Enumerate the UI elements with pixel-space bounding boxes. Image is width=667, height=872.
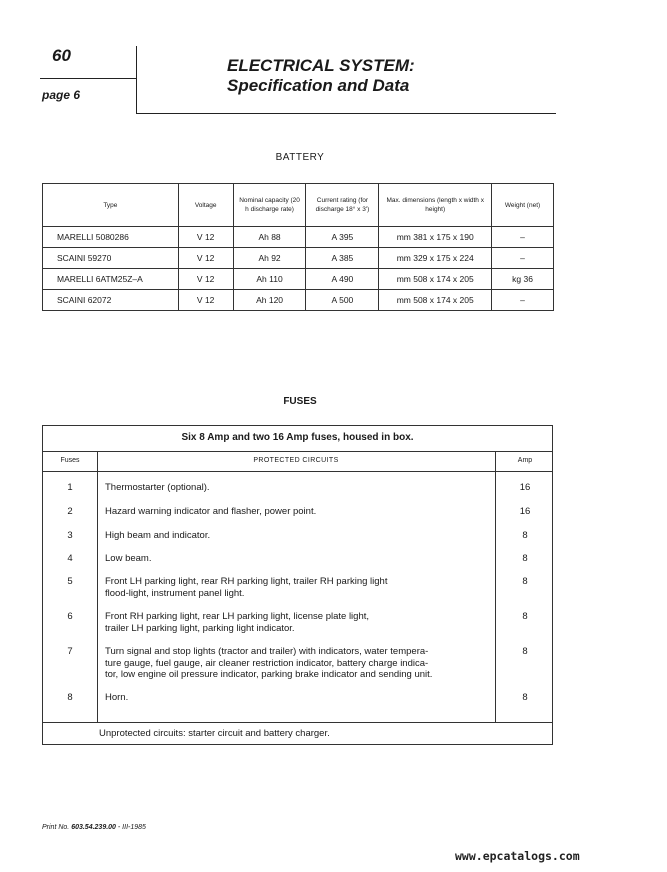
header-divider-long: [136, 113, 556, 114]
col-current: Current rating (for discharge 18° x 3'): [306, 184, 379, 227]
fuse-amp: 16: [519, 506, 531, 517]
fuse-amp: 8: [522, 611, 528, 622]
battery-type: MARELLI 6ATM25Z–A: [43, 269, 179, 290]
battery-voltage: V 12: [178, 248, 233, 269]
watermark-url: www.epcatalogs.com: [455, 849, 580, 863]
fuse-number: 1: [67, 482, 73, 493]
fuse-amp: 8: [522, 692, 528, 703]
battery-header-row: [43, 184, 554, 227]
fuse-circuit-description: [105, 692, 490, 704]
fuse-amp: 8: [522, 553, 528, 564]
battery-type: SCAINI 59270: [43, 248, 179, 269]
fuses-divider: [43, 722, 552, 723]
battery-dimensions: mm 329 x 175 x 224: [379, 248, 492, 269]
table-row: [43, 227, 554, 248]
fuse-amp: 8: [522, 576, 528, 587]
battery-dimensions: mm 508 x 174 x 205: [379, 290, 492, 311]
column-divider: [97, 452, 98, 722]
col-type: Type: [43, 184, 179, 227]
header-divider-vertical: [136, 46, 137, 114]
fuse-circuit-line: High beam and indicator.: [105, 530, 211, 541]
fuse-circuit-description: [105, 482, 490, 494]
fuse-circuit-description: [105, 553, 490, 565]
table-row: [43, 269, 554, 290]
fuse-circuit-line: Front RH parking light, rear LH parking light, license plate light,: [105, 611, 370, 622]
fuse-number: 4: [67, 553, 73, 564]
col-protected-circuits: PROTECTED CIRCUITS: [253, 457, 339, 464]
battery-type: MARELLI 5080286: [43, 227, 179, 248]
fuse-circuit-description: [105, 611, 490, 634]
fuse-circuit-description: [105, 576, 490, 599]
unprotected-circuits-note: Unprotected circuits: starter circuit and battery charger.: [99, 728, 330, 739]
page-label: page 6: [42, 88, 81, 102]
print-date: - III-1985: [117, 824, 146, 831]
col-capacity: Nominal capacity (20 h discharge rate): [233, 184, 306, 227]
battery-voltage: V 12: [178, 290, 233, 311]
battery-weight: kg 36: [492, 269, 554, 290]
battery-capacity: Ah 110: [233, 269, 306, 290]
header-divider-short: [40, 78, 136, 79]
fuse-circuit-description: [105, 506, 490, 518]
fuse-circuit-line: Turn signal and stop lights (tractor and trailer) with indicators, water tempera-: [105, 646, 429, 657]
fuse-circuit-line: flood-light, instrument panel light.: [105, 587, 245, 599]
battery-weight: –: [492, 248, 554, 269]
battery-capacity: Ah 88: [233, 227, 306, 248]
battery-capacity: Ah 120: [233, 290, 306, 311]
battery-table: [42, 183, 554, 311]
fuse-circuit-line: trailer LH parking light, parking light indicator.: [105, 622, 295, 634]
battery-voltage: V 12: [178, 269, 233, 290]
fuse-circuit-line: Thermostarter (optional).: [105, 482, 210, 493]
fuse-number: 7: [67, 646, 73, 657]
fuse-circuit-line: ture gauge, fuel gauge, air cleaner restriction indicator, battery charge indica-: [105, 657, 429, 669]
table-row: [43, 248, 554, 269]
fuses-banner: Six 8 Amp and two 16 Amp fuses, housed in box.: [43, 426, 552, 452]
print-label: Print No.: [42, 824, 70, 831]
fuse-circuit-line: tor, low engine oil pressure indicator, parking brake indicator and sending unit.: [105, 669, 433, 680]
battery-current: A 395: [306, 227, 379, 248]
fuse-number: 2: [67, 506, 73, 517]
fuse-amp: 8: [522, 530, 528, 541]
fuse-amp: 16: [519, 482, 531, 493]
print-number: [42, 824, 146, 831]
battery-capacity: Ah 92: [233, 248, 306, 269]
battery-current: A 385: [306, 248, 379, 269]
fuse-circuit-line: Hazard warning indicator and flasher, power point.: [105, 506, 317, 517]
battery-current: A 490: [306, 269, 379, 290]
page-title: ELECTRICAL SYSTEM:: [227, 56, 415, 75]
fuse-number: 3: [67, 530, 73, 541]
battery-weight: –: [492, 227, 554, 248]
battery-dimensions: mm 381 x 175 x 190: [379, 227, 492, 248]
battery-title: BATTERY: [275, 152, 325, 163]
fuse-circuit-description: [105, 646, 490, 681]
battery-dimensions: mm 508 x 174 x 205: [379, 269, 492, 290]
print-code: 603.54.239.00: [71, 824, 116, 831]
col-fuses: Fuses: [60, 457, 80, 464]
fuse-circuit-line: Low beam.: [105, 553, 152, 564]
fuse-circuit-line: Front LH parking light, rear RH parking light, trailer RH parking light: [105, 576, 388, 587]
col-amp: Amp: [517, 457, 533, 464]
section-number: 60: [52, 46, 71, 65]
battery-current: A 500: [306, 290, 379, 311]
fuse-circuit-description: [105, 530, 490, 542]
fuses-header-row: [43, 452, 552, 472]
battery-voltage: V 12: [178, 227, 233, 248]
page-subtitle: Specification and Data: [227, 76, 410, 95]
fuse-amp: 8: [522, 646, 528, 657]
table-row: [43, 290, 554, 311]
fuses-title: FUSES: [283, 396, 317, 407]
fuses-table: [42, 425, 553, 745]
fuse-number: 6: [67, 611, 73, 622]
battery-weight: –: [492, 290, 554, 311]
col-weight: Weight (net): [492, 184, 554, 227]
fuse-number: 5: [67, 576, 73, 587]
col-dimensions: Max. dimensions (length x width x height): [379, 184, 492, 227]
col-voltage: Voltage: [178, 184, 233, 227]
fuse-number: 8: [67, 692, 73, 703]
battery-type: SCAINI 62072: [43, 290, 179, 311]
fuse-circuit-line: Horn.: [105, 692, 129, 703]
